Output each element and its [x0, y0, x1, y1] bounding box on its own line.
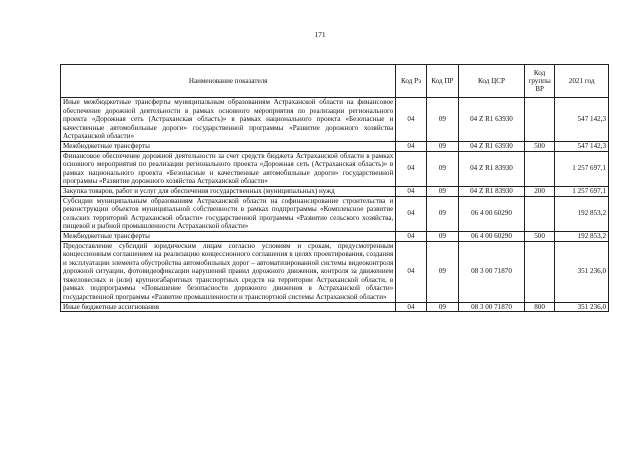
- table-header: [61, 65, 609, 98]
- header-rz: Код Рз: [396, 65, 426, 98]
- row-name: Предоставление субсидий юридическим лицам согласно условиям и срокам, предусмотренным концессионным соглашением на реализацию концессионного соглашения в целях проектирования, создания и эксплуатации элемента обустройства автомобильных дорог – автоматизированной системы видеоконтроля дорожной ситуации, фотовидеофиксации нарушений правил дорожного движения, контроля за движением тяжеловесных и (или) крупногабаритных транспортных средств на территории Астраханской области, в рамках подпрограммы «Повышение безопасности дорожного движения в Астраханской области» государственной программы «Развитие промышленности и транспортной системы Астраханской области»: [61, 241, 396, 302]
- row-csr: 04 Z R1 63930: [459, 98, 525, 142]
- row-vr: [524, 98, 554, 142]
- row-amount: 547 142,3: [555, 141, 609, 151]
- header-row: [61, 65, 609, 98]
- row-csr: 04 Z R1 83930: [459, 151, 525, 186]
- row-name: Субсидии муниципальным образованиям Астраханской области на софинансирование строительства и реконструкции объектов муниципальной собственности в рамках подпрограммы «Комплексное развитие сельских территорий Астраханской области» государственной программы «Развитие сельского хозяйства, пищевой и рыбной промышленности Астраханской области»: [61, 196, 396, 231]
- table-body: [61, 98, 609, 312]
- table-row: [61, 98, 609, 142]
- row-rz: 04: [396, 186, 426, 196]
- row-csr: 08 3 00 71870: [459, 302, 525, 312]
- header-vr: Код группы ВР: [524, 65, 554, 98]
- row-pr: 09: [426, 231, 458, 241]
- row-rz: 04: [396, 151, 426, 186]
- row-amount: 1 257 697,1: [555, 151, 609, 186]
- row-pr: 09: [426, 151, 458, 186]
- row-rz: 04: [396, 141, 426, 151]
- row-rz: 04: [396, 196, 426, 231]
- row-rz: 04: [396, 241, 426, 302]
- header-csr: Код ЦСР: [459, 65, 525, 98]
- row-pr: 09: [426, 141, 458, 151]
- header-name: Наименование показателя: [61, 65, 396, 98]
- table-row: [61, 186, 609, 196]
- page-number: 171: [314, 30, 326, 39]
- row-vr: 500: [524, 141, 554, 151]
- row-pr: 09: [426, 186, 458, 196]
- row-amount: 1 257 697,1: [555, 186, 609, 196]
- row-csr: 06 4 00 60290: [459, 196, 525, 231]
- row-vr: [524, 241, 554, 302]
- header-year: 2021 год: [555, 65, 609, 98]
- row-vr: [524, 151, 554, 186]
- row-pr: 09: [426, 98, 458, 142]
- row-vr: 500: [524, 231, 554, 241]
- header-pr: Код ПР: [426, 65, 458, 98]
- row-name: Межбюджетные трансферты: [61, 141, 396, 151]
- row-rz: 04: [396, 231, 426, 241]
- table-row: [61, 302, 609, 312]
- row-amount: 192 853,2: [555, 231, 609, 241]
- row-rz: 04: [396, 98, 426, 142]
- row-pr: 09: [426, 196, 458, 231]
- row-amount: 351 236,0: [555, 241, 609, 302]
- table-row: [61, 231, 609, 241]
- row-name: Межбюджетные трансферты: [61, 231, 396, 241]
- table-row: [61, 196, 609, 231]
- budget-table: [60, 64, 609, 312]
- table-row: [61, 241, 609, 302]
- table-row: [61, 151, 609, 186]
- row-name: Иные межбюджетные трансферты муниципальным образованиям Астраханской области на финансовое обеспечение дорожной деятельности в рамках основного мероприятия по реализации регионального проекта «Дорожная сеть (Астраханская область)» в рамках национального проекта «Безопасные и качественные автомобильные дороги» государственной программы «Развитие дорожного хозяйства Астраханской области»: [61, 98, 396, 142]
- row-pr: 09: [426, 302, 458, 312]
- row-rz: 04: [396, 302, 426, 312]
- row-amount: 547 142,3: [555, 98, 609, 142]
- row-vr: 800: [524, 302, 554, 312]
- row-csr: 04 Z R1 63930: [459, 141, 525, 151]
- row-csr: 04 Z R1 83930: [459, 186, 525, 196]
- row-vr: 200: [524, 186, 554, 196]
- row-name: Закупка товаров, работ и услуг для обеспечения государственных (муниципальных) нужд: [61, 186, 396, 196]
- row-name: Финансовое обеспечение дорожной деятельности за счет средств бюджета Астраханской области в рамках основного мероприятия по реализации регионального проекта «Дорожная сеть (Астраханская область)» в рамках национального проекта «Безопасные и качественные автомобильные дороги» государственной программы «Развитие дорожного хозяйства Астраханской области»: [61, 151, 396, 186]
- table-row: [61, 141, 609, 151]
- row-amount: 351 236,0: [555, 302, 609, 312]
- row-amount: 192 853,2: [555, 196, 609, 231]
- row-pr: 09: [426, 241, 458, 302]
- row-vr: [524, 196, 554, 231]
- row-csr: 08 3 00 71870: [459, 241, 525, 302]
- row-name: Иные бюджетные ассигнования: [61, 302, 396, 312]
- row-csr: 06 4 00 60290: [459, 231, 525, 241]
